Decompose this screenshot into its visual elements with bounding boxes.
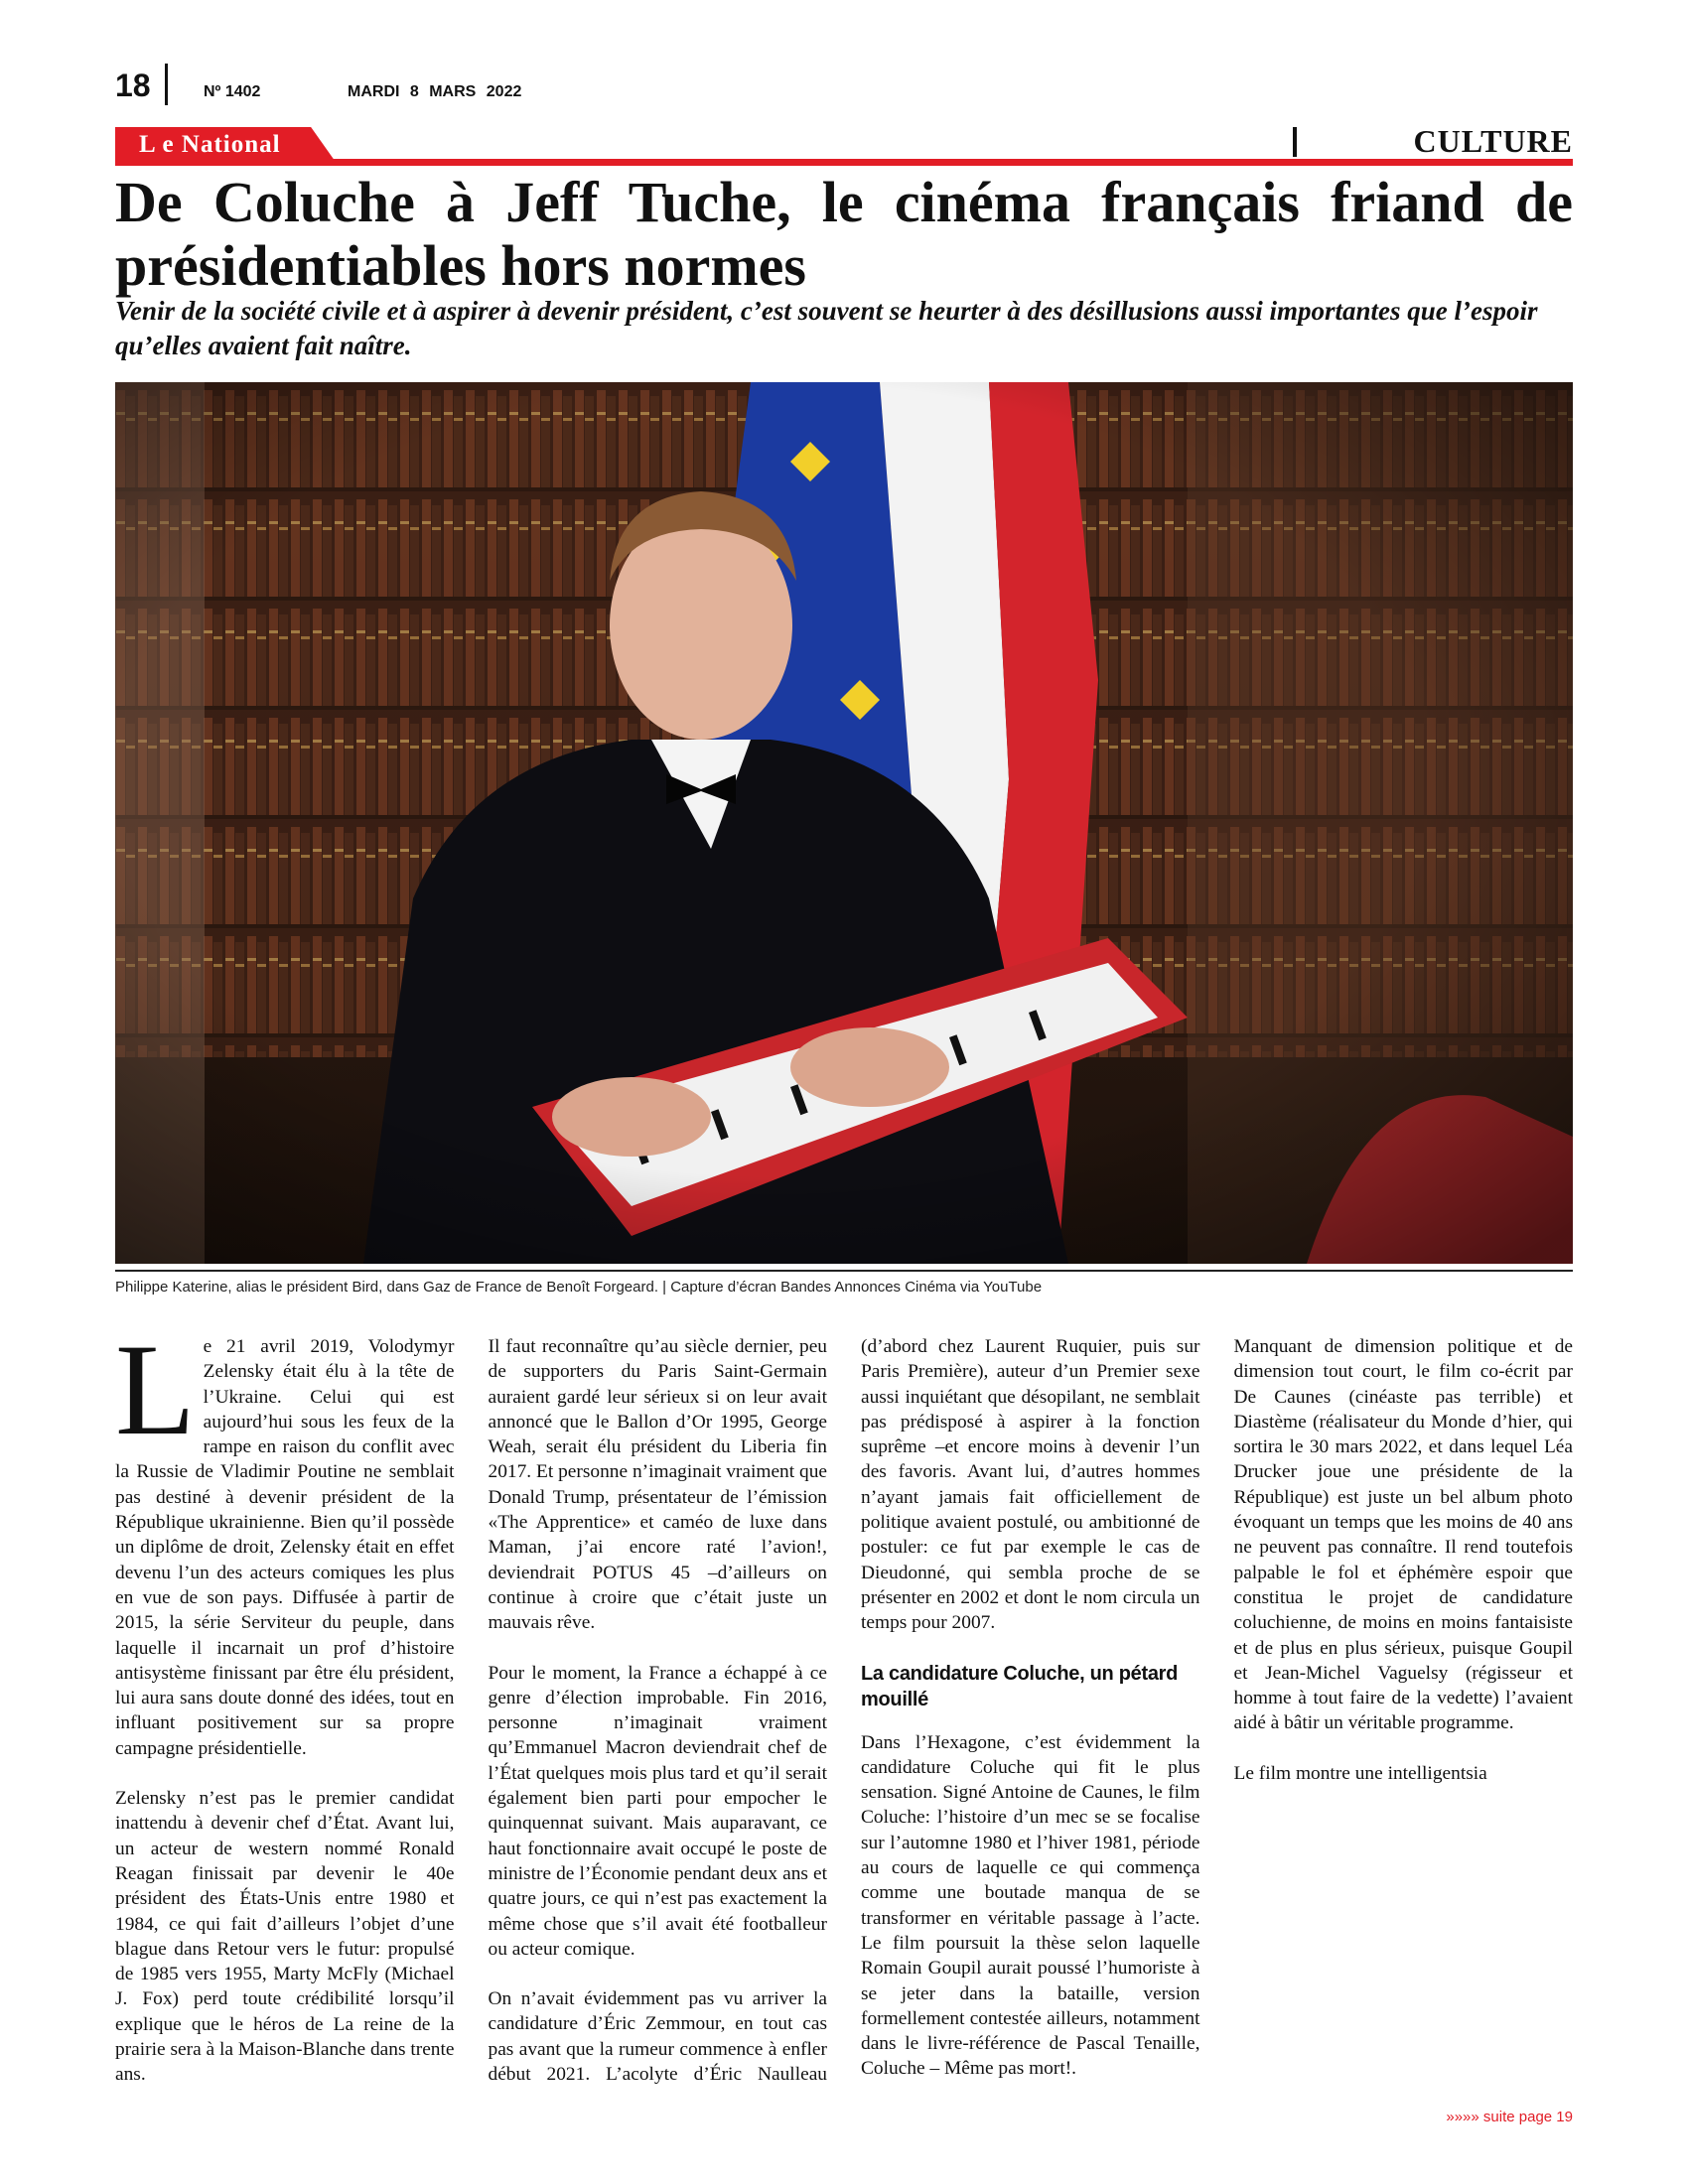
photo-bottom-rule bbox=[115, 1270, 1573, 1272]
article-photo bbox=[115, 382, 1573, 1264]
section-divider bbox=[1293, 127, 1297, 157]
continued-link[interactable]: »»»» suite page 19 bbox=[1446, 2109, 1573, 2125]
body-paragraph: Le film montre une intelligentsia bbox=[1233, 1762, 1487, 1784]
photo-caption: Philippe Katerine, alias le président Bird, dans Gaz de France de Benoît Forgeard. | Capture d’écran Bandes Annonces Cinéma via YouTube bbox=[115, 1279, 1043, 1296]
header-red-rule bbox=[115, 159, 1573, 166]
standfirst: Venir de la société civile et à aspirer à devenir président, c’est souvent se heurter à des désillusions aussi importantes que l’espoir qu’elles avaient fait naître. bbox=[115, 296, 1538, 360]
body-paragraph bbox=[115, 1316, 455, 1761]
page-number-divider bbox=[165, 64, 168, 105]
body-paragraph: Dans l’Hexagone, c’est évidemment la candidature Coluche qui fit le plus sensation. Signé Antoine de Caunes, le film Coluche: l’histoire d’un mec se se focalise sur l’automne 1980 et l’hiver 1981, période au cours de laquelle ce qui commença comme une boutade manqua de se transformer en véritable passage à l’acte. Le film poursuit la thèse selon laquelle Romain Goupil aurait poussé l’humoriste à se jeter dans la bataille, version formellement contestée ailleurs, notamment dans le livre-référence de Pascal Tenaille, Coluche – Même pas mort!. bbox=[861, 1731, 1200, 2080]
headline: De Coluche à Jeff Tuche, le cinéma français friand de présidentiables hors normes bbox=[115, 170, 1573, 298]
body-paragraph: On n’avait évidemment pas vu arriver la candidature d’Éric Zemmour, en tout cas pas avant que la rumeur commence à enfler début 2021. L’acolyte d’Éric Naulleau (d’abord chez Laurent Ruquier, puis sur Paris Première), auteur d’un Premier sexe aussi inquiétant que désopilant, ne semblait pas prédisposé à aspirer à la fonction suprême –et encore moins à devenir l’un des favoris. Avant lui, d’autres hommes n’ayant jamais fait officiellement de politique avaient postulé, ou ambitionné de postuler: ce fut par exemple le cas de Dieudonné, qui sembla proche de se présenter en 2002 et dont le nom circula un temps pour 2007. bbox=[488, 1336, 1200, 2086]
issue-number: Nº 1402 bbox=[204, 83, 261, 100]
page-number: 18 bbox=[115, 68, 151, 103]
body-paragraph: Pour le moment, la France a échappé à ce genre d’élection improbable. Fin 2016, personne n’imaginait vraiment qu’Emmanuel Macron deviendrait chef de l’État quelques mois plus tard et qu’il serait également bien parti pour empocher le quinquennat suivant. Mais auparavant, ce haut fonctionnaire avait occupé le poste de ministre de l’Économie pendant deux ans et quatre jours, ce qui n’est pas exactement la même chose que s’il avait été footballeur ou acteur comique. bbox=[488, 1662, 827, 1960]
publication-date: MARDI 8 MARS 2022 bbox=[348, 83, 522, 100]
brand-name: L e National bbox=[139, 131, 281, 158]
article-body bbox=[115, 1316, 1573, 2109]
paragraph-text: e 21 avril 2019, Volodymyr Zelensky était élu à la tête de l’Ukraine. Celui qui est aujourd’hui sous les feux de la rampe en raison du conflit avec la Russie de Vladimir Poutine ne semblait pas destiné à devenir président de la République ukrainienne. Bien qu’il possède un diplôme de droit, Zelensky était en effet devenu l’un des acteurs comiques les plus en vue de son pays. Diffusée à partir de 2015, la série Serviteur du peuple, dans laquelle il incarnait un prof d’histoire antisystème finissant par être élu président, lui aura sans doute donné des idées, tout en influant positivement sur sa propre campagne présidentielle. bbox=[115, 1336, 455, 1759]
body-paragraph: Manquant de dimension politique et de dimension tout court, le film co-écrit par De Caunes (cinéaste pas terrible) et Diastème (réalisateur du Monde d’hier, qui sortira le 30 mars 2022, et dans lequel Léa Drucker joue une présidente de la République) est juste un bel album photo évoquant un temps que les moins de 40 ans ne peuvent pas connaître. Il rend toutefois palpable le fol et éphémère espoir que constitua le projet de candidature coluchienne, de moins en moins fantaisiste et de plus en plus sérieux, puisque Goupil et Jean-Michel Vaguelsy (régisseur et homme à tout faire de la vedette) l’avaient aidé à bâtir un véritable programme. bbox=[1233, 1336, 1573, 1734]
subhead: La candidature Coluche, un pétard mouillé bbox=[861, 1662, 1179, 1710]
body-paragraph: Zelensky n’est pas le premier candidat inattendu à devenir chef d’État. Avant lui, un acteur de western nommé Ronald Reagan finissait par devenir le 40e président des États-Unis entre 1980 et 1984, ce qui fait d’ailleurs l’objet d’une blague dans Retour vers le futur: propulsé de 1985 vers 1955, Marty McFly (Michael J. Fox) perd toute crédibilité lorsqu’il explique que le héros de La reine de la prairie sera à la Maison-Blanche dans trente ans. bbox=[115, 1788, 455, 2086]
section-label: CULTURE bbox=[1413, 123, 1573, 159]
dropcap: L bbox=[115, 1316, 196, 1462]
body-paragraph: Il faut reconnaître qu’au siècle dernier, peu de supporters du Paris Saint-Germain auraient gardé leur sérieux si on leur avait annoncé que le Ballon d’Or 1995, George Weah, serait élu président du Liberia fin 2017. Et personne n’imaginait vraiment que Donald Trump, présentateur de l’émission «The Apprentice» et caméo de luxe dans Maman, j’ai encore raté l’avion!, deviendrait POTUS 45 –d’ailleurs on continue à croire que c’était juste un mauvais rêve. bbox=[488, 1336, 827, 1634]
